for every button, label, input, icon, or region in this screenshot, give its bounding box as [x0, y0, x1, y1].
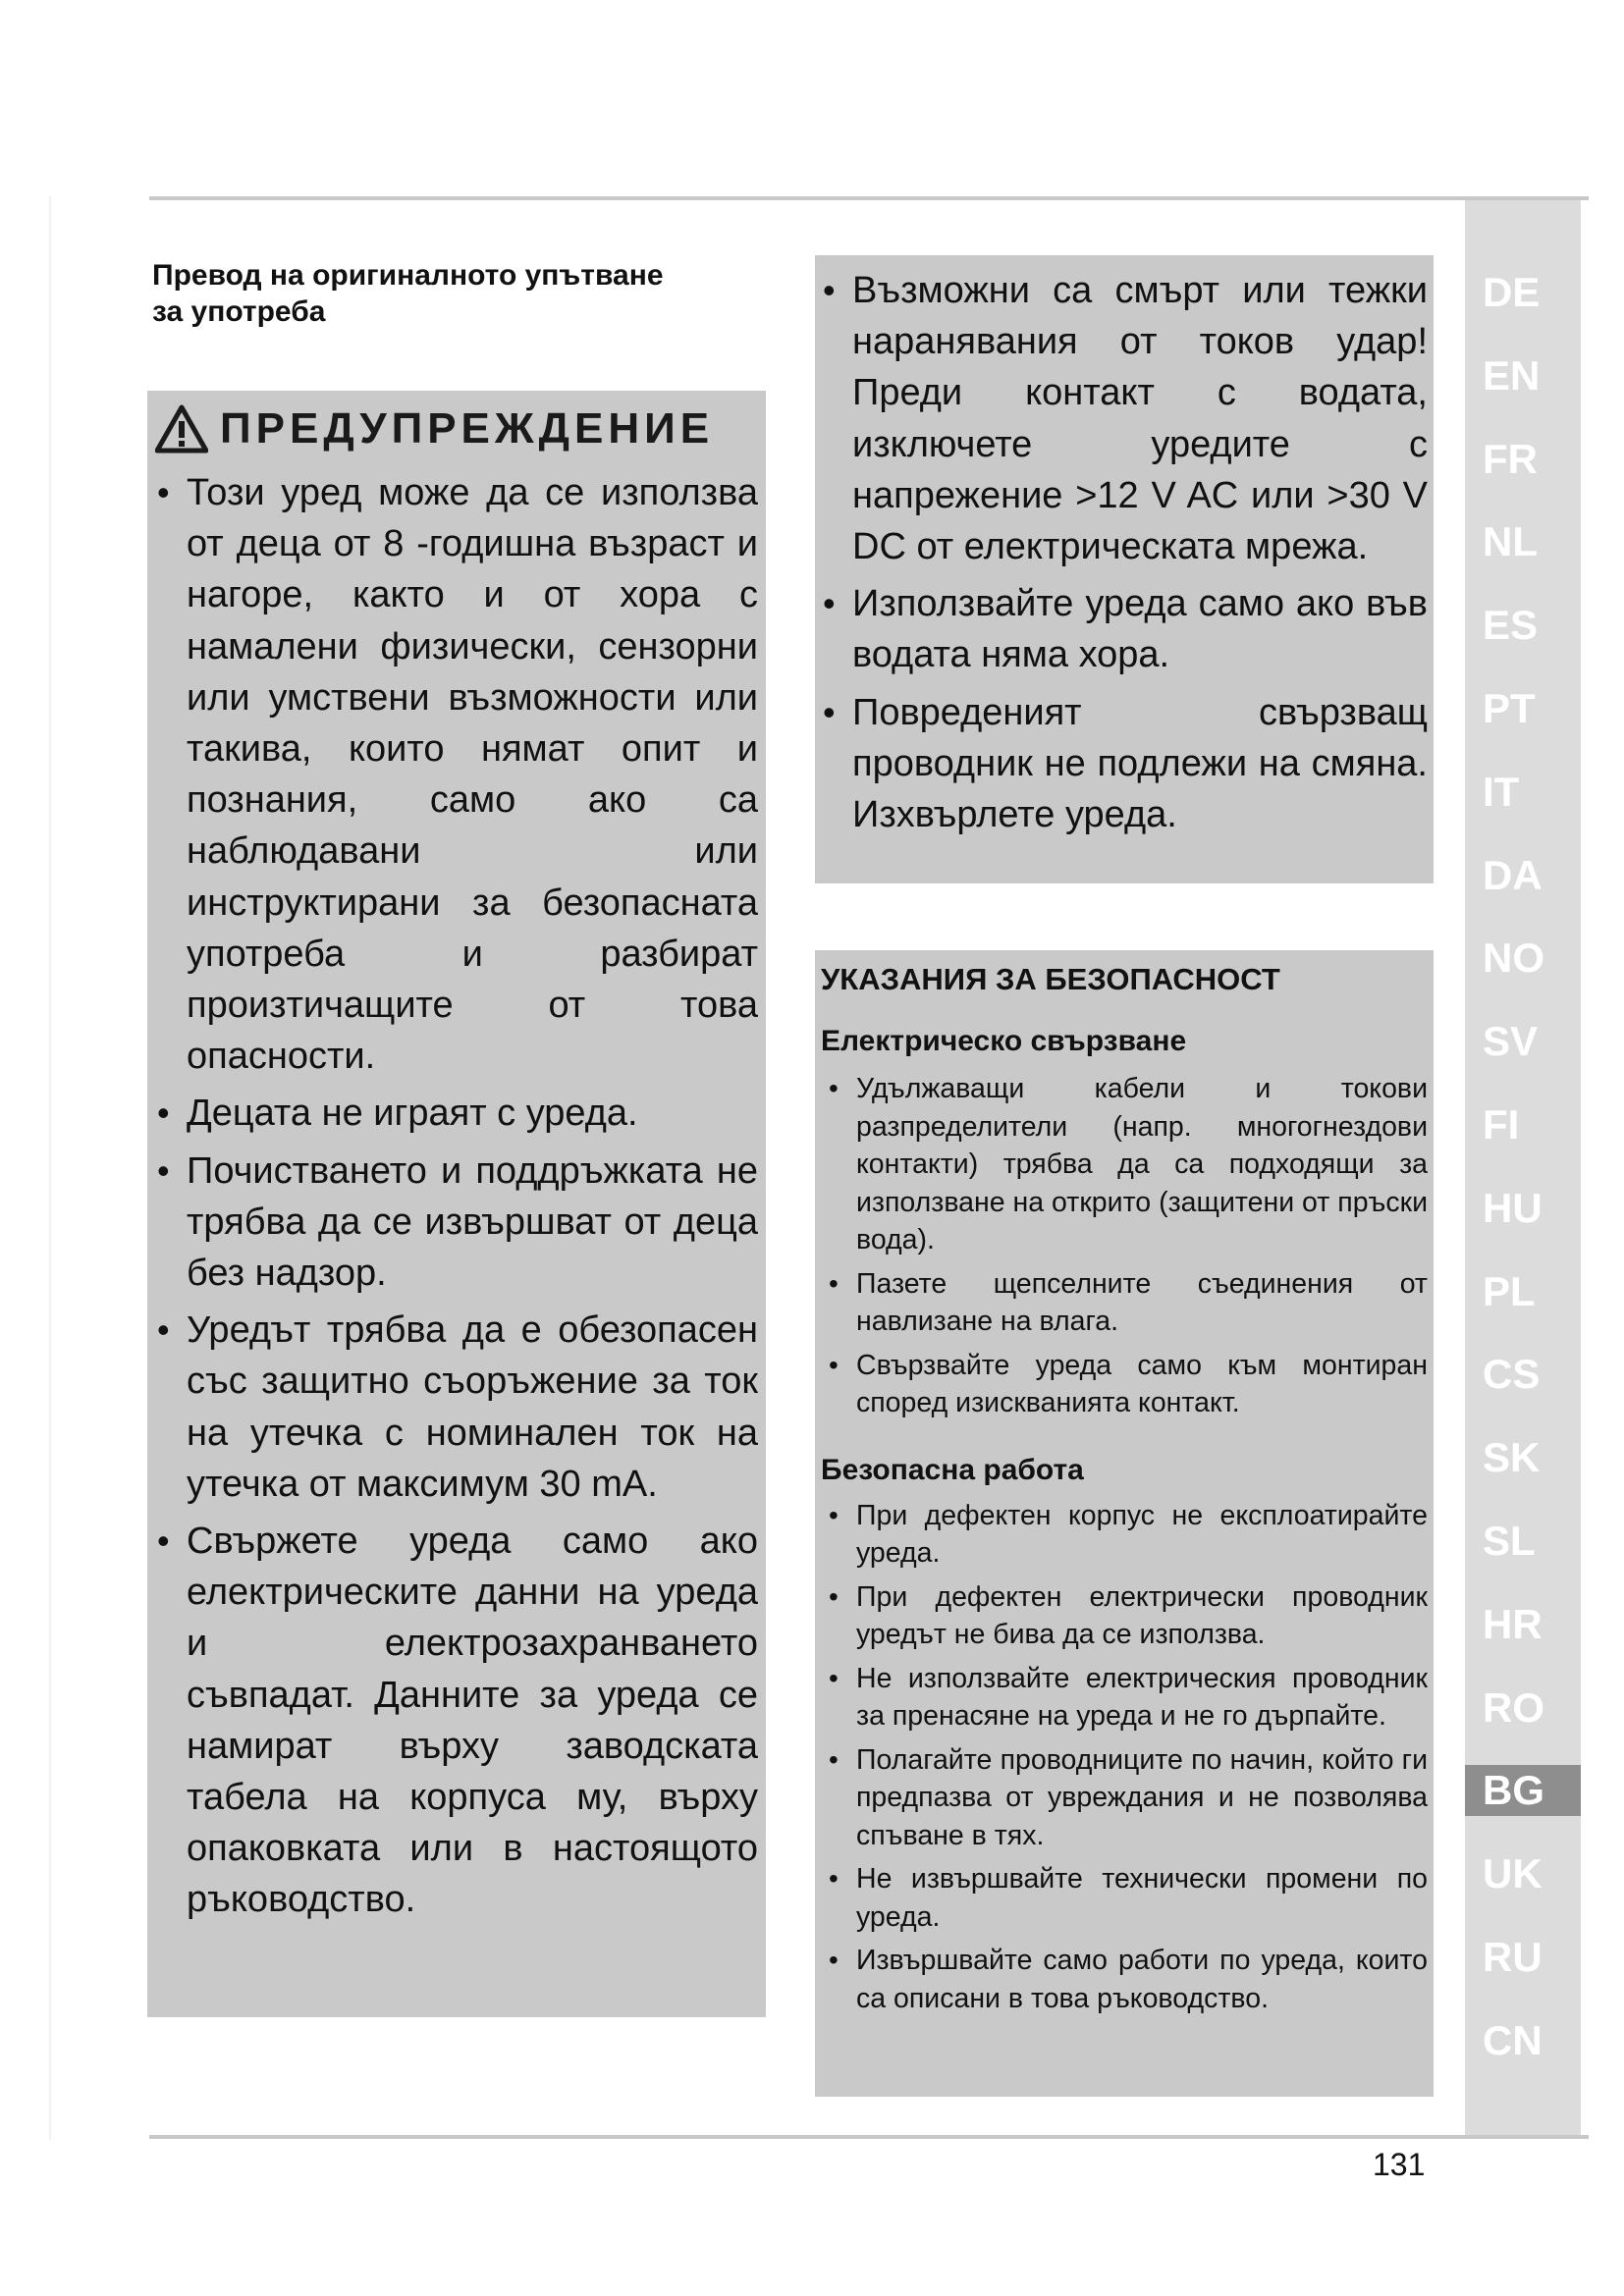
lang-tab-uk[interactable]: UK — [1483, 1850, 1543, 1897]
lang-tab-fr[interactable]: FR — [1483, 435, 1538, 482]
safety-title: УКАЗАНИЯ ЗА БЕЗОПАСНОСТ — [821, 962, 1280, 996]
danger-box — [815, 255, 1434, 883]
page-title-line-1: Превод на оригиналното упътване — [152, 259, 664, 292]
safety-item: • Свързвайте уреда само към монтиран според изискванията контакт. — [821, 1347, 1428, 1422]
section-heading-electrical: Електрическо свързване — [821, 1025, 1187, 1057]
safety-item: • При дефектен корпус не експлоатирайте уреда. — [821, 1497, 1428, 1573]
warning-item: • Почистването и поддръжката не трябва да се извършват от деца без надзор. — [155, 1146, 758, 1300]
danger-item: • Възможни са смърт или тежки наранявания от токов удар! Преди контакт с водата, изключете уредите с напрежение >12 V AC или >30 V DC от електрическата мрежа. — [821, 265, 1428, 572]
top-divider — [149, 196, 1589, 200]
lang-tab-es[interactable]: ES — [1483, 602, 1539, 649]
electrical-list — [821, 1070, 1428, 1422]
warning-item: • Този уред може да се използва от деца от 8 -годишна възраст и нагоре, както и от хора с намалени физически, сензорни или умствени възможности или такива, които нямат опит и познания, само ако са наблюдавани или инструктирани за безопасната употреба и разбират произтичащите от това опасности. — [155, 467, 758, 1082]
warning-heading: ПРЕДУПРЕЖДЕНИЕ — [220, 404, 715, 453]
lang-tab-bg[interactable]: BG — [1465, 1765, 1581, 1816]
warning-item: • Свържете уреда само ако електрическите данни на уреда и електрозахранването съвпадат. Данните за уреда се намират върху заводската табела на корпуса му, върху опаковката или в настоящото ръководство. — [155, 1516, 758, 1926]
lang-tab-no[interactable]: NO — [1483, 934, 1544, 982]
lang-tab-pl[interactable]: PL — [1483, 1267, 1536, 1314]
safety-instructions-box — [815, 950, 1434, 2097]
safety-item: • Пазете щепселните съединения от навлизане на влага. — [821, 1265, 1428, 1341]
page-title — [152, 257, 781, 330]
page-edge — [49, 196, 51, 2140]
lang-tab-hu[interactable]: HU — [1483, 1184, 1543, 1231]
safety-item: • Не извършвайте технически промени по уреда. — [821, 1860, 1428, 1936]
safety-item: • Не използвайте електрическия проводник за пренасяне на уреда и не го дърпайте. — [821, 1660, 1428, 1735]
lang-tab-en[interactable]: EN — [1483, 351, 1541, 399]
lang-tab-ro[interactable]: RO — [1483, 1683, 1544, 1731]
lang-tab-de[interactable]: DE — [1483, 269, 1541, 315]
language-tab-bar — [1465, 200, 1581, 2135]
page-title-line-2: за употреба — [152, 295, 326, 328]
section-heading-operation: Безопасна работа — [821, 1453, 1084, 1486]
lang-tab-fi[interactable]: FI — [1483, 1101, 1520, 1148]
warning-triangle-icon — [155, 404, 208, 454]
page-number: 131 — [1373, 2147, 1426, 2182]
lang-tab-da[interactable]: DA — [1483, 851, 1543, 898]
warning-list — [155, 467, 758, 1926]
danger-list — [821, 265, 1428, 840]
safety-item: • Извършвайте само работи по уреда, които са описани в това ръководство. — [821, 1942, 1428, 2017]
lang-tab-pt[interactable]: PT — [1483, 685, 1536, 731]
warning-item: • Уредът трябва да е обезопасен със защитно съоръжение за ток на утечка с номинален ток на утечка от максимум 30 mA. — [155, 1305, 758, 1510]
lang-tab-nl[interactable]: NL — [1483, 518, 1538, 565]
warning-box — [147, 391, 766, 2017]
warning-header — [155, 399, 758, 459]
bottom-divider — [149, 2135, 1589, 2139]
lang-tab-sk[interactable]: SK — [1483, 1434, 1541, 1481]
warning-item: • Децата не играят с уреда. — [155, 1088, 758, 1139]
safety-item: • При дефектен електрически проводник уредът не бива да се използва. — [821, 1578, 1428, 1654]
lang-tab-cs[interactable]: CS — [1483, 1351, 1541, 1398]
operation-list — [821, 1497, 1428, 2018]
safety-item: • Удължаващи кабели и токови разпределители (напр. многогнездови контакти) трябва да са подходящи за използване на открито (защитени от пръски вода). — [821, 1070, 1428, 1259]
lang-tab-hr[interactable]: HR — [1483, 1600, 1543, 1647]
lang-tab-sv[interactable]: SV — [1483, 1018, 1539, 1065]
danger-item: • Използвайте уреда само ако във водата няма хора. — [821, 578, 1428, 680]
danger-item: • Повреденият свързващ проводник не подлежи на смяна. Изхвърлете уреда. — [821, 687, 1428, 841]
safety-item: • Полагайте проводниците по начин, който ги предпазва от увреждания и не позволява спъване в тях. — [821, 1741, 1428, 1855]
lang-tab-cn[interactable]: CN — [1483, 2016, 1543, 2063]
lang-tab-ru[interactable]: RU — [1483, 1934, 1543, 1980]
lang-tab-sl[interactable]: SL — [1483, 1518, 1536, 1564]
lang-tab-it[interactable]: IT — [1483, 768, 1520, 815]
